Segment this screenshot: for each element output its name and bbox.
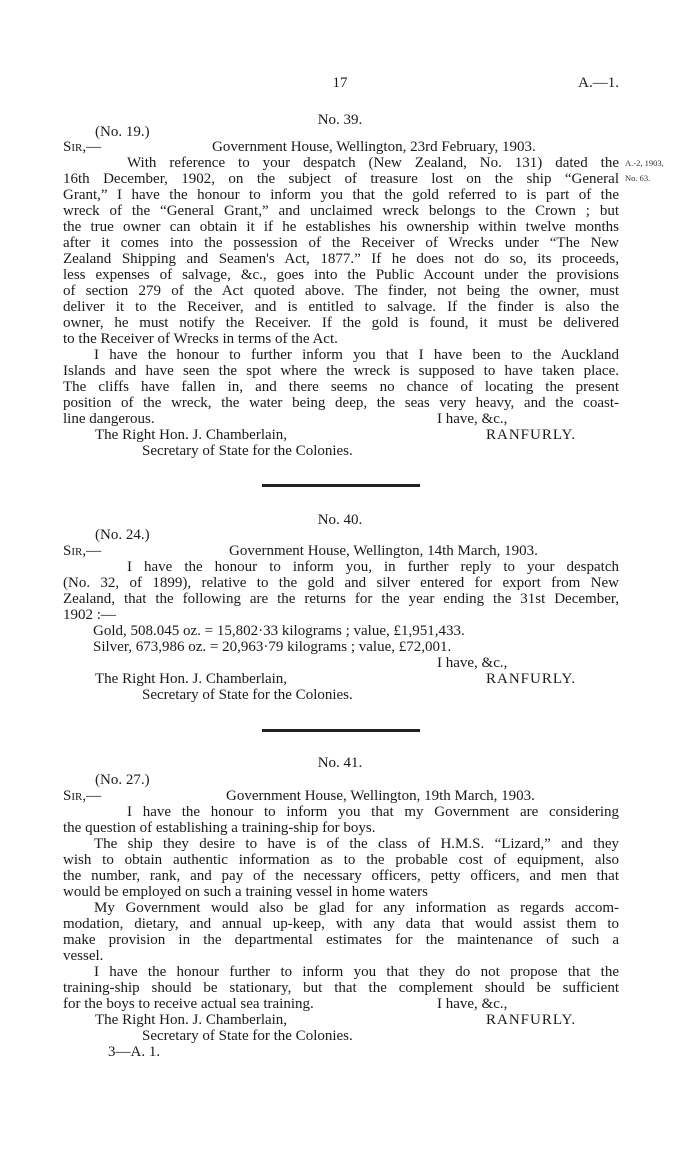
addressee-title: Secretary of State for the Colonies. <box>142 687 353 703</box>
body-line: The ship they desire to have is of the class of H.M.S. “Lizard,” and they <box>94 836 619 852</box>
body-line: Islands and have seen the spot where the wreck is supposed to have taken place. <box>63 363 619 379</box>
body-line: to the Receiver of Wrecks in terms of the Act. <box>63 331 338 347</box>
addressee: The Right Hon. J. Chamberlain, <box>95 427 288 443</box>
body-line: I have the honour to inform you, in further reply to your despatch <box>127 559 619 575</box>
body-line: after it comes into the possession of the Receiver of Wrecks under “The New <box>63 235 619 251</box>
body-line: less expenses of salvage, &c., goes into the Public Account under the provisions <box>63 267 619 283</box>
body-line: owner, he must notify the Receiver. If the gold is found, it must be delivered <box>63 315 619 331</box>
dateline: Government House, Wellington, 23rd February, 1903. <box>212 139 536 155</box>
signature: RANFURLY. <box>486 427 577 443</box>
despatch-ref: (No. 27.) <box>95 772 150 788</box>
body-line: the number, rank, and pay of the necessary officers, petty officers, and men that <box>63 868 619 884</box>
body-line: I have the honour to further inform you that I have been to the Auckland <box>94 347 619 363</box>
closing: I have, &c., <box>437 655 508 671</box>
body-line: I have the honour further to inform you that they do not propose that the <box>94 964 619 980</box>
return-line: Gold, 508.045 oz. = 15,802·33 kilograms ; value, £1,951,433. <box>93 623 465 639</box>
body-line: of section 279 of the Act quoted above. The finder, not being the owner, must <box>63 283 619 299</box>
body-line: With reference to your despatch (New Zealand, No. 131) dated the <box>127 155 619 171</box>
body-line: make provision in the departmental estimates for the maintenance of such a <box>63 932 619 948</box>
dateline: Government House, Wellington, 14th March, 1903. <box>229 543 538 559</box>
addressee: The Right Hon. J. Chamberlain, <box>95 671 288 687</box>
body-line: deliver it to the Receiver, and is entitled to salvage. If the finder is also the <box>63 299 619 315</box>
body-line: 16th December, 1902, on the subject of treasure lost on the ship “General <box>63 171 619 187</box>
margin-note: No. 63. <box>625 173 651 183</box>
addressee-title: Secretary of State for the Colonies. <box>142 1028 353 1044</box>
body-line: the true owner can obtain it if he establishes his ownership within twelve months <box>63 219 619 235</box>
body-line: wreck of the “General Grant,” and unclaimed wreck belongs to the Crown ; but <box>63 203 619 219</box>
body-line: would be employed on such a training vessel in home waters <box>63 884 428 900</box>
body-line: wish to obtain authentic information as to the probable cost of equipment, also <box>63 852 619 868</box>
margin-note: A.-2, 1903, <box>625 158 664 168</box>
addressee: The Right Hon. J. Chamberlain, <box>95 1012 288 1028</box>
body-line: The cliffs have fallen in, and there seems no chance of locating the present <box>63 379 619 395</box>
body-line: training-ship should be stationary, but that the complement should be sufficient <box>63 980 619 996</box>
section-rule <box>262 484 420 487</box>
body-line: line dangerous. <box>63 411 155 427</box>
section-rule <box>262 729 420 732</box>
body-line: vessel. <box>63 948 104 964</box>
body-line: (No. 32, of 1899), relative to the gold and silver entered for export from New <box>63 575 619 591</box>
body-line: I have the honour to inform you that my Government are considering <box>127 804 619 820</box>
closing: I have, &c., <box>437 411 508 427</box>
return-line: Silver, 673,986 oz. = 20,963·79 kilograms ; value, £72,001. <box>93 639 452 655</box>
closing: I have, &c., <box>437 996 508 1012</box>
body-line: My Government would also be glad for any information as regards accom- <box>94 900 619 916</box>
body-line: Zealand, that the following are the returns for the year ending the 31st December, <box>63 591 619 607</box>
parliamentary-ref: A.—1. <box>578 75 619 91</box>
despatch-ref: (No. 24.) <box>95 527 150 543</box>
dateline: Government House, Wellington, 19th March, 1903. <box>226 788 535 804</box>
signature: RANFURLY. <box>486 671 577 687</box>
letter-number: No. 39. <box>317 112 363 128</box>
despatch-ref: (No. 19.) <box>95 124 150 140</box>
salutation: Sir,— <box>63 543 102 559</box>
body-line: Zealand Shipping and Seamen's Act, 1877.” If he does not do so, its proceeds, <box>63 251 619 267</box>
body-line: 1902 :— <box>63 607 116 623</box>
body-line: position of the wreck, the water being deep, the seas very heavy, and the coast- <box>63 395 619 411</box>
addressee-title: Secretary of State for the Colonies. <box>142 443 353 459</box>
page-number: 17 <box>332 75 348 91</box>
body-line: for the boys to receive actual sea training. <box>63 996 314 1012</box>
letter-number: No. 41. <box>317 755 363 771</box>
body-line: modation, dietary, and annual up-keep, with any data that would assist them to <box>63 916 619 932</box>
footer-signature-mark: 3—A. 1. <box>108 1044 161 1060</box>
salutation: Sir,— <box>63 788 102 804</box>
body-line: Grant,” I have the honour to inform you that the gold referred to is part of the <box>63 187 619 203</box>
letter-number: No. 40. <box>317 512 363 528</box>
signature: RANFURLY. <box>486 1012 577 1028</box>
salutation: Sir,— <box>63 139 102 155</box>
body-line: the question of establishing a training-ship for boys. <box>63 820 376 836</box>
